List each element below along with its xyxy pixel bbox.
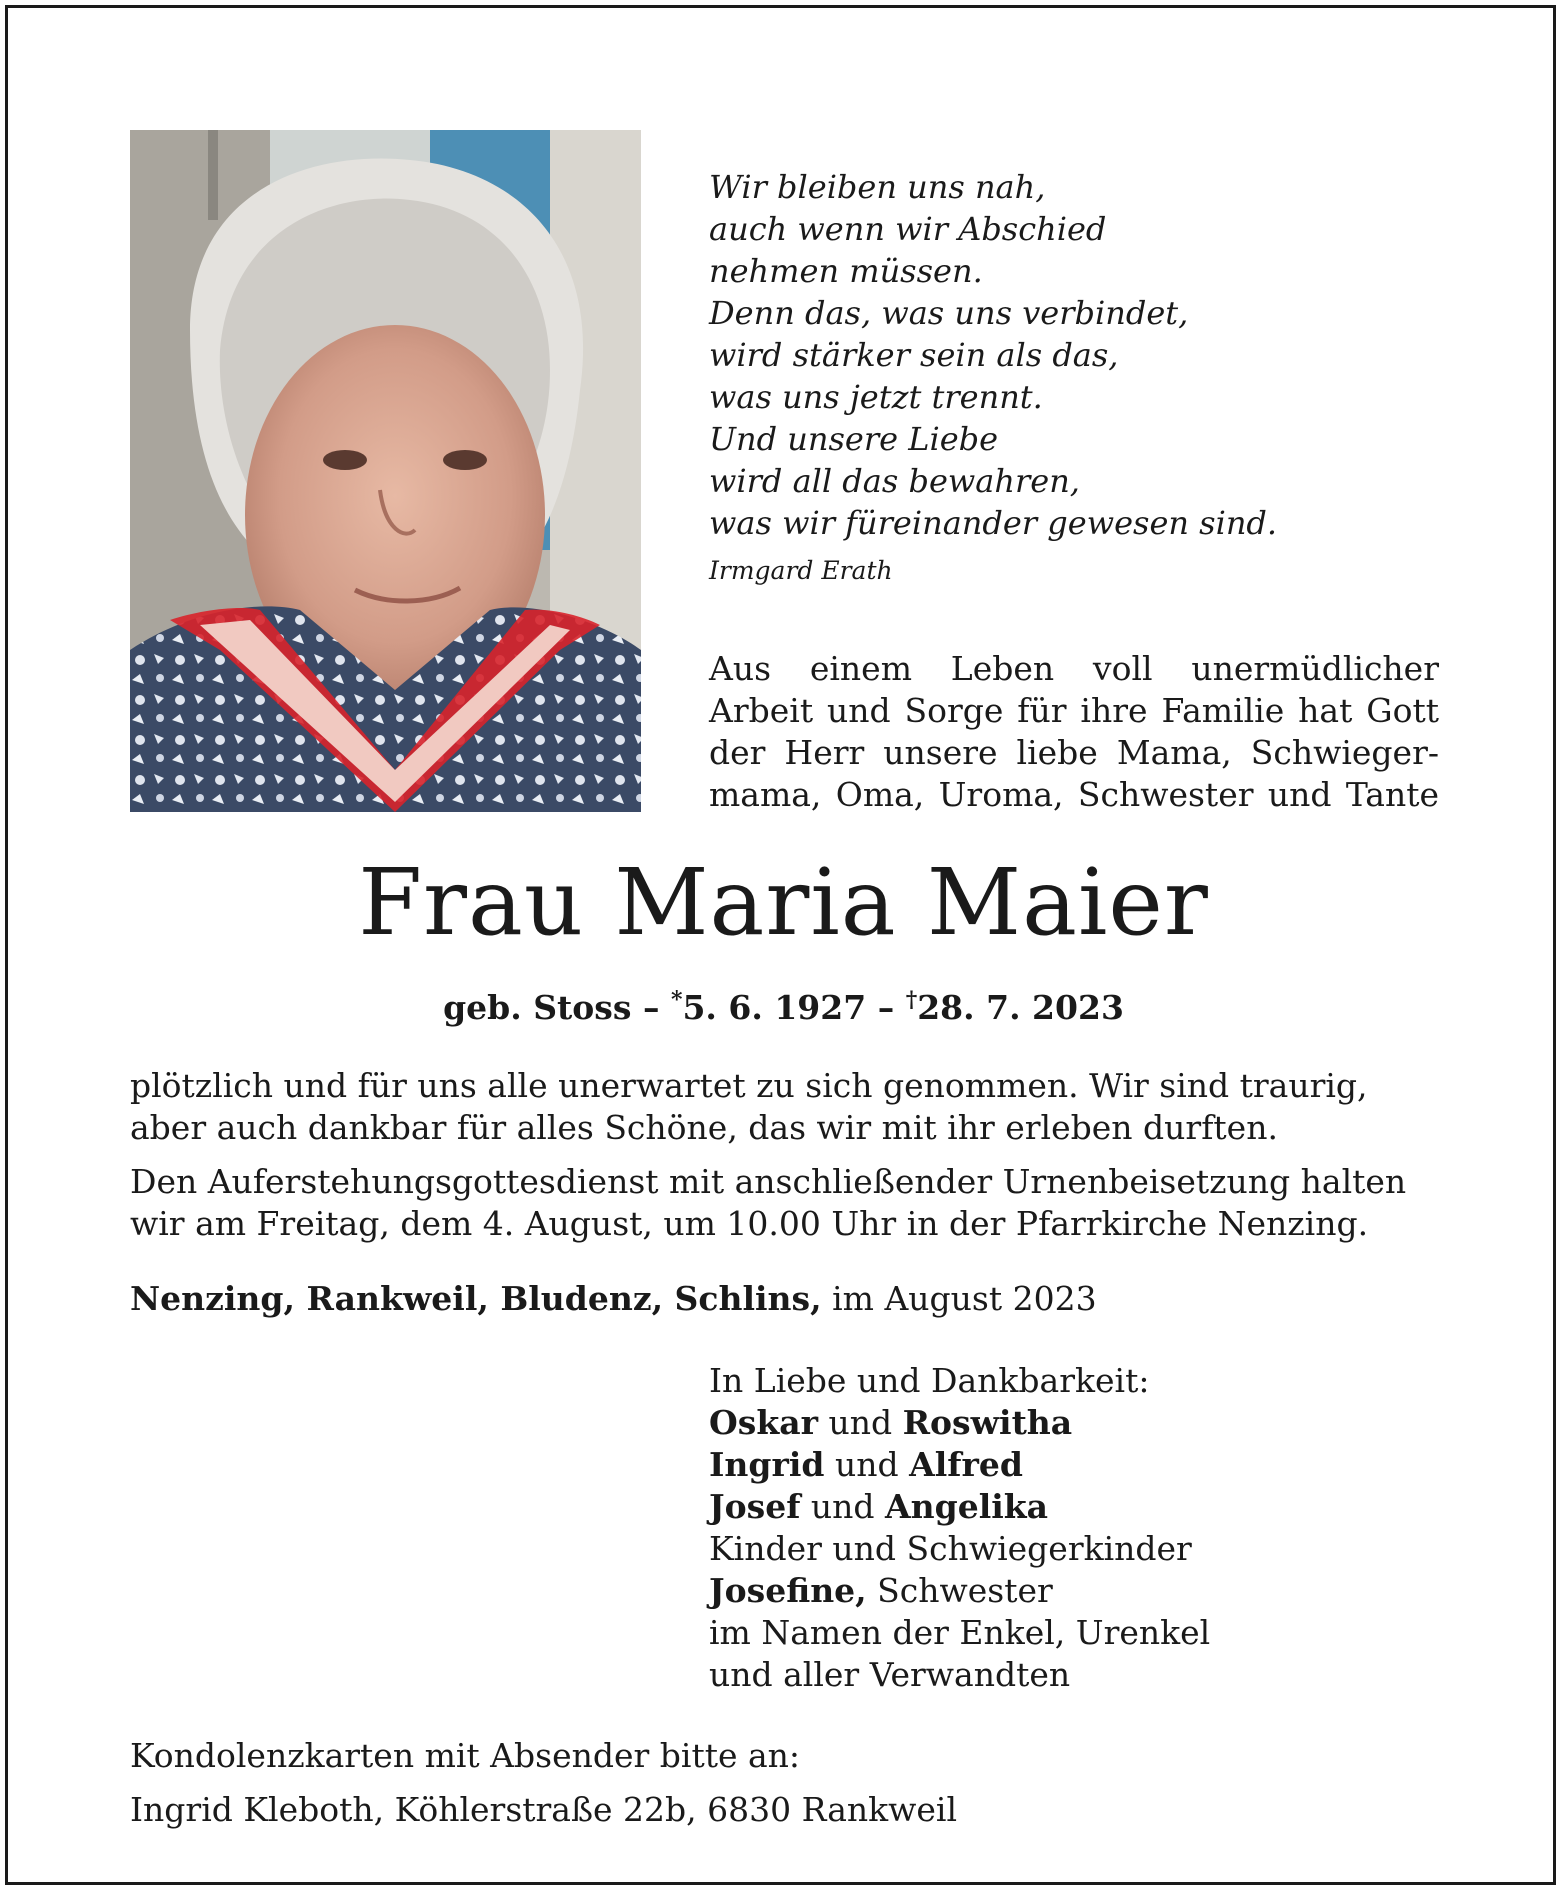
grandchildren-line: im Namen der Enkel, Urenkel [709, 1613, 1211, 1652]
separator: – [642, 988, 660, 1027]
service-paragraph [130, 1161, 1440, 1245]
relatives-line: und aller Verwandten [709, 1655, 1071, 1694]
poem-line: was uns jetzt trennt. [709, 378, 1043, 416]
family-name: Roswitha [902, 1403, 1073, 1442]
body-line: plötzlich und für uns alle unerwartet zu sich genommen. Wir sind traurig, [130, 1066, 1368, 1105]
intro-line: Arbeit und Sorge für ihre Familie hat Gott [709, 691, 1439, 730]
children-label: Kinder und Schwiegerkinder [709, 1529, 1192, 1568]
portrait-photo [130, 130, 641, 812]
poem-line: auch wenn wir Abschied [709, 210, 1107, 248]
condolence-address: Ingrid Kleboth, Köhlerstraße 22b, 6830 Rankweil [130, 1790, 958, 1829]
poem-line: Wir bleiben uns nah, [709, 168, 1046, 206]
death-date: 28. 7. 2023 [917, 988, 1124, 1027]
family-name: Alfred [909, 1445, 1023, 1484]
birth-name: geb. Stoss [443, 988, 632, 1027]
sister-line [709, 1570, 1210, 1612]
deceased-name: Frau Maria Maier [358, 849, 1209, 956]
places-bold: Nenzing, Rankweil, Bludenz, Schlins, [130, 1279, 822, 1318]
poem-line: wird stärker sein als das, [709, 336, 1119, 374]
couple-line [709, 1402, 1210, 1444]
body-line: Den Auferstehungsgottesdienst mit anschließender Urnenbeisetzung halten [130, 1162, 1407, 1201]
conjunction: und [828, 1403, 893, 1442]
separator: – [877, 988, 895, 1027]
intro-line: mama, Oma, Uroma, Schwester und Tante [709, 775, 1439, 814]
conjunction: und [810, 1487, 875, 1526]
signoff-heading: In Liebe und Dankbarkeit: [709, 1361, 1150, 1400]
family-name: Oskar [709, 1403, 818, 1442]
birth-symbol: * [670, 987, 683, 1013]
family-name: Angelika [885, 1487, 1049, 1526]
body-text [130, 1065, 1440, 1245]
family-name: Ingrid [709, 1445, 825, 1484]
places-date-line [130, 1278, 1097, 1320]
poem-line: was wir füreinander gewesen sind. [709, 504, 1278, 542]
intro-paragraph [709, 648, 1439, 816]
couple-line [709, 1444, 1210, 1486]
conjunction: und [835, 1445, 899, 1484]
poem-line: nehmen müssen. [709, 252, 983, 290]
poem-line: Und unsere Liebe [709, 420, 999, 458]
life-dates [0, 978, 1567, 1030]
body-line: aber auch dankbar für alles Schöne, das wir mit ihr erleben durften. [130, 1108, 1278, 1147]
family-signoff [709, 1360, 1210, 1696]
poem-line: Denn das, was uns verbindet, [709, 294, 1189, 332]
death-symbol: † [905, 987, 918, 1013]
couple-line [709, 1486, 1210, 1528]
condolence-label: Kondolenzkarten mit Absender bitte an: [130, 1736, 801, 1775]
sister-name: Josefine, [709, 1571, 867, 1610]
sister-label: Schwester [877, 1571, 1053, 1610]
condolence-info [130, 1735, 957, 1831]
poem-line: wird all das bewahren, [709, 462, 1080, 500]
intro-line: Aus einem Leben voll unermüdlicher [709, 649, 1439, 688]
poem-author: Irmgard Erath [709, 556, 893, 585]
places-date: im August 2023 [832, 1279, 1097, 1318]
family-name: Josef [709, 1487, 801, 1526]
portrait-image [130, 130, 641, 812]
intro-line: der Herr unsere liebe Mama, Schwieger- [709, 733, 1439, 772]
poem [709, 166, 1469, 588]
body-line: wir am Freitag, dem 4. August, um 10.00 Uhr in der Pfarrkirche Nenzing. [130, 1204, 1369, 1243]
birth-date: 5. 6. 1927 [682, 988, 867, 1027]
